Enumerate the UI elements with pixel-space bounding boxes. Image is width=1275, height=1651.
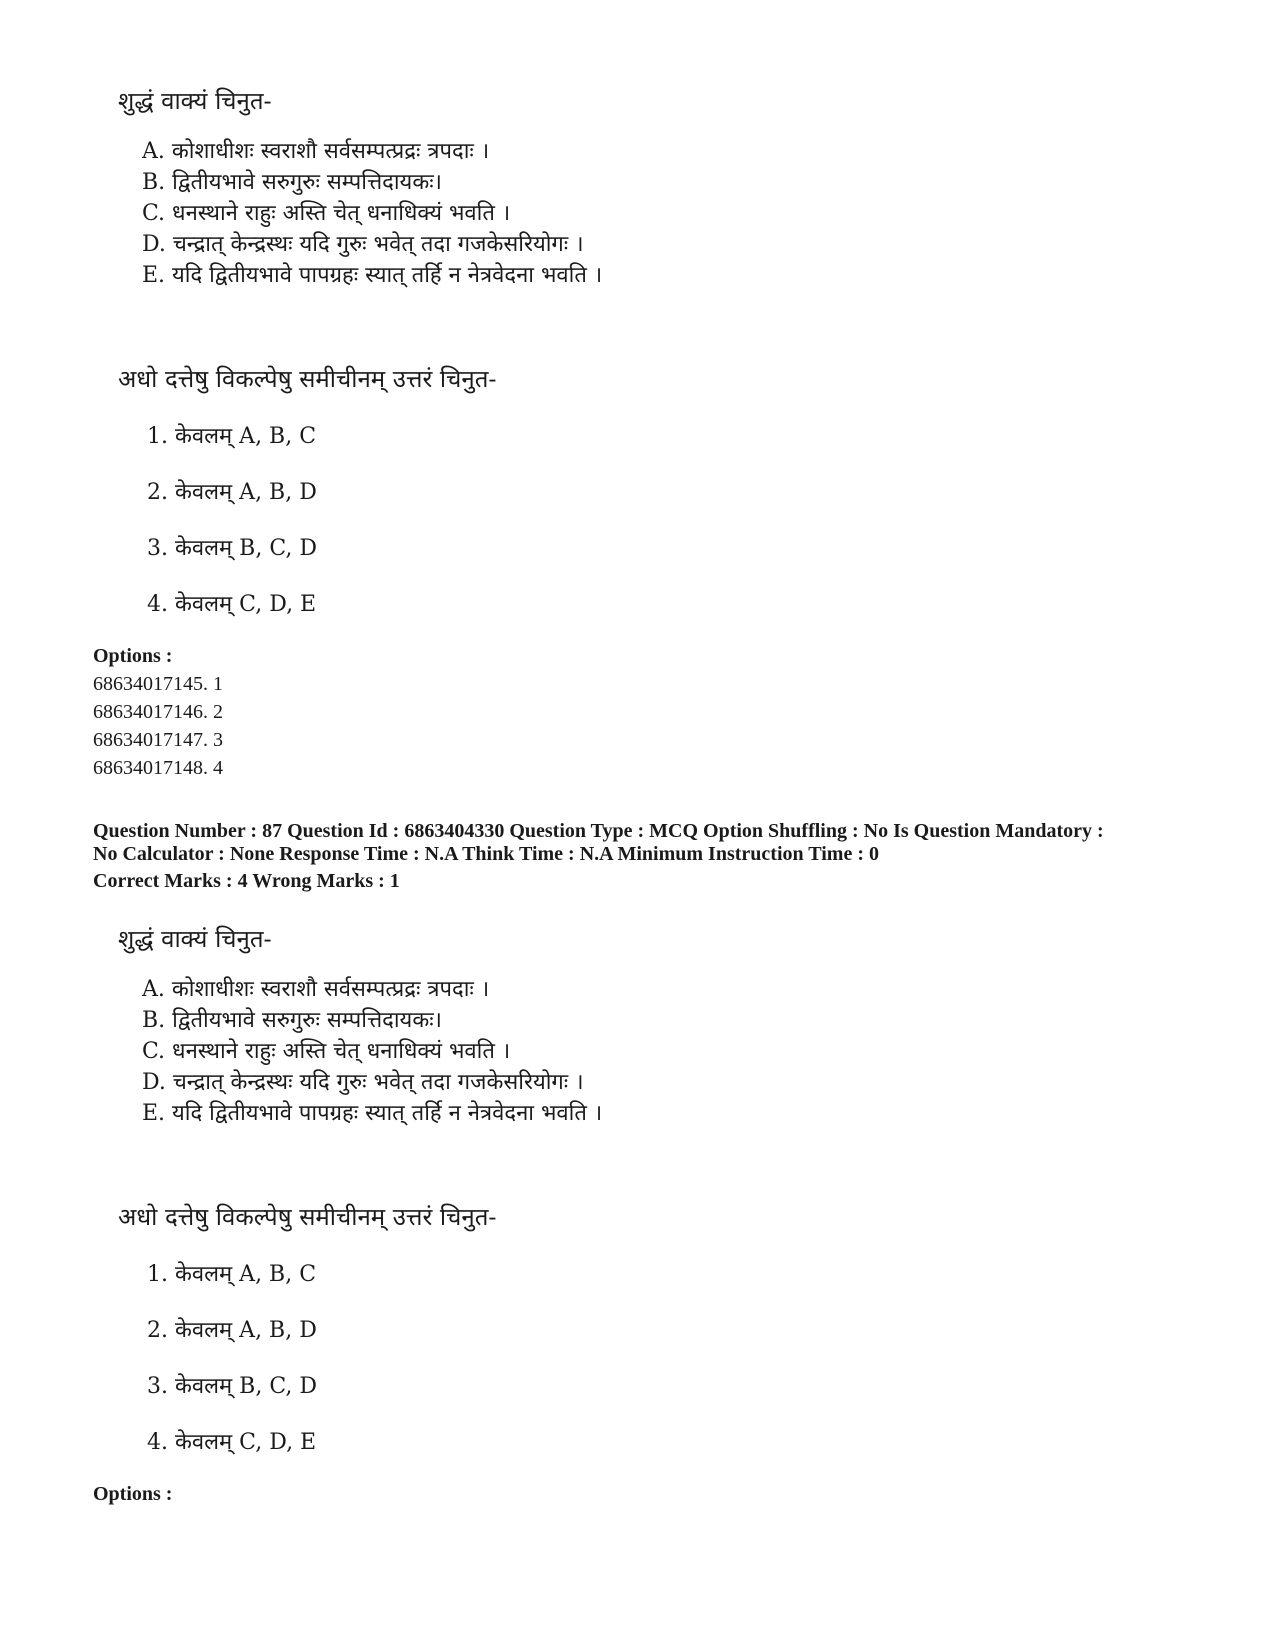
statement-c: C. धनस्थाने राहुः अस्ति चेत् धनाधिक्यं भवति । (142, 1039, 511, 1064)
choice-4: 4. केवलम् C, D, E (147, 1430, 317, 1455)
statement-a: A. कोशाधीशः स्वराशौ सर्वसम्पत्प्रद्रः त्रपदाः । (142, 139, 490, 164)
prompt-text: अधो दत्तेषु विकल्पेषु समीचीनम् उत्तरं चिनुत- (118, 1203, 497, 1231)
statement-e: E. यदि द्वितीयभावे पापग्रहः स्यात् तर्हि न नेत्रवेदना भवति । (142, 263, 603, 288)
meta-line-2: No Calculator : None Response Time : N.A Think Time : N.A Minimum Instruction Time : 0 (93, 843, 879, 865)
statement-c: C. धनस्थाने राहुः अस्ति चेत् धनाधिक्यं भवति । (142, 201, 511, 226)
instruction-text: शुद्धं वाक्यं चिनुत- (118, 87, 272, 115)
statement-d: D. चन्द्रात् केन्द्रस्थः यदि गुरुः भवेत् तदा गजकेसरियोगः । (142, 232, 584, 257)
meta-line-3: Correct Marks : 4 Wrong Marks : 1 (93, 870, 400, 892)
options-heading: Options : (93, 1483, 173, 1505)
choice-3: 3. केवलम् B, C, D (147, 1374, 318, 1399)
statement-a: A. कोशाधीशः स्वराशौ सर्वसम्पत्प्रद्रः त्रपदाः । (142, 977, 490, 1002)
meta-line-1: Question Number : 87 Question Id : 6863404330 Question Type : MCQ Option Shuffling : No Is Question Mandatory : (93, 820, 1104, 842)
statement-b: B. द्वितीयभावे सरुगुरुः सम्पत्तिदायकः। (142, 1008, 443, 1033)
option-2: 68634017146. 2 (93, 701, 223, 723)
choice-3: 3. केवलम् B, C, D (147, 536, 318, 561)
statement-e: E. यदि द्वितीयभावे पापग्रहः स्यात् तर्हि न नेत्रवेदना भवति । (142, 1101, 603, 1126)
options-heading: Options : (93, 645, 173, 667)
option-4: 68634017148. 4 (93, 757, 223, 779)
choice-2: 2. केवलम् A, B, D (147, 1318, 317, 1343)
option-1: 68634017145. 1 (93, 673, 223, 695)
statement-b: B. द्वितीयभावे सरुगुरुः सम्पत्तिदायकः। (142, 170, 443, 195)
choice-1: 1. केवलम् A, B, C (147, 424, 317, 449)
option-3: 68634017147. 3 (93, 729, 223, 751)
choice-1: 1. केवलम् A, B, C (147, 1262, 317, 1287)
prompt-text: अधो दत्तेषु विकल्पेषु समीचीनम् उत्तरं चिनुत- (118, 365, 497, 393)
choice-4: 4. केवलम् C, D, E (147, 592, 317, 617)
instruction-text: शुद्धं वाक्यं चिनुत- (118, 925, 272, 953)
choice-2: 2. केवलम् A, B, D (147, 480, 317, 505)
statement-d: D. चन्द्रात् केन्द्रस्थः यदि गुरुः भवेत् तदा गजकेसरियोगः । (142, 1070, 584, 1095)
